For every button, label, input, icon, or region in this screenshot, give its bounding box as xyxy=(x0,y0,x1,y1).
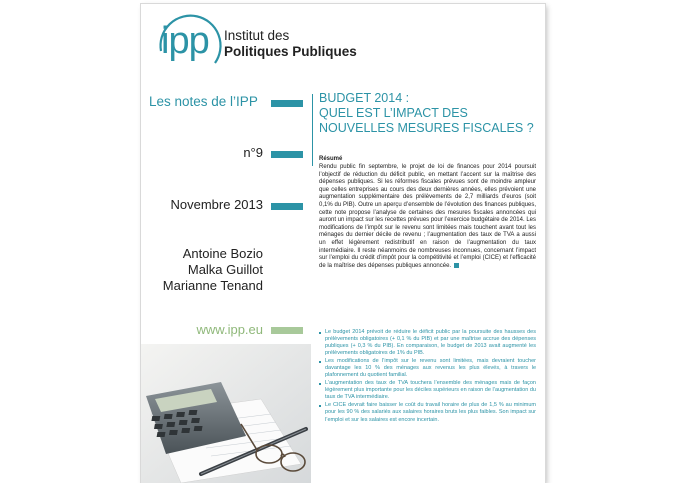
issue-number: n°9 xyxy=(243,145,263,160)
resume-text: Rendu public fin septembre, le projet de loi de finances pour 2014 poursuit l’objectif de réduction du déficit public, en mettant l’accent sur la maîtrise des dépenses publiques. Si les réformes fiscales prévues sont de moindre ampleur que celles entreprises au cours des deux dernières années, elles prévoient une augmentation supplémentaire des prélèvements de 2,7 milliards d’euros (soit 0,1% du PIB). Outre un aperçu d’ensemble de l’évolution des finances publiques, cette note propose l’analyse de certaines des mesures fiscales annoncées qui auront un impact sur les recettes prévues pour l’exercice budgétaire de 2014. Les modifications de l’impôt sur le revenu sont limitées mais touchent avant tout les ménages du dernier décile de revenu ; l’augmentation des taux de TVA a aussi un effet légèrement redistributif en raison de l’augmentation du taux intermédiaire. Il reste néanmoins de nombreuses inconnues, concernant l’impact sur l’emploi du crédit d’impôt pour la compétitivité et l’emploi (CICE) et l’efficacité de la maîtrise des dépenses publiques annoncée. xyxy=(319,164,536,269)
list-item: Les modifications de l’impôt sur le revenu sont limitées, mais devraient toucher davantage les 10 % des ménages aux revenus les plus élevés, à travers le plafonnement du quotient familial. xyxy=(319,358,536,379)
headline-line: QUEL EST L’IMPACT DES xyxy=(319,106,468,120)
series-bar xyxy=(271,100,303,107)
logo-text xyxy=(224,28,357,60)
issue-bar xyxy=(271,151,303,158)
headline-line: NOUVELLES MESURES FISCALES ? xyxy=(319,121,534,135)
headline xyxy=(319,91,539,136)
key-points-list xyxy=(319,329,536,424)
list-item: Le CICE devrait faire baisser le coût du travail horaire de plus de 1,5 % au minimum pour les 90 % des salariés aux salaires horaires bruts les plus faibles. Son impact sur l’emploi et sur les salaires est encore incertain. xyxy=(319,402,536,423)
publication-date: Novembre 2013 xyxy=(170,197,263,212)
list-item: Le budget 2014 prévoit de réduire le déficit public par la poursuite des hausses des prélèvements obligatoires (+ 0,1 % du PIB) et par une maîtrise accrue des dépenses publiques (+ 0,3 % du PIB). En comparaison, le budget de 2013 avait augmenté les prélèvements obligatoires de 1% du PIB. xyxy=(319,329,536,357)
date-bar xyxy=(271,203,303,210)
author-name: Marianne Tenand xyxy=(162,278,263,293)
headline-rule xyxy=(312,94,313,166)
author-name: Malka Guillot xyxy=(187,262,263,277)
end-square-icon xyxy=(454,263,459,268)
logo-line-1: Institut des xyxy=(224,28,290,43)
logo-line-2: Politiques Publiques xyxy=(224,44,357,59)
website-link[interactable]: www.ipp.eu xyxy=(196,322,263,337)
series-title: Les notes de l’IPP xyxy=(149,94,258,109)
resume-title: Résumé xyxy=(319,156,343,162)
website-bar xyxy=(271,327,303,334)
list-item: L’augmentation des taux de TVA touchera l’ensemble des ménages mais de façon légèrement plus importante pour les déciles supérieurs en raison de l’augmentation du taux de TVA intermédiaire. xyxy=(319,380,536,401)
document-page xyxy=(141,4,545,483)
calculator-illustration-icon xyxy=(141,344,311,483)
headline-line: BUDGET 2014 : xyxy=(319,91,410,105)
logo-mark: ipp xyxy=(161,20,209,62)
authors xyxy=(163,246,263,294)
author-name: Antoine Bozio xyxy=(182,246,263,261)
resume-body xyxy=(319,164,536,270)
